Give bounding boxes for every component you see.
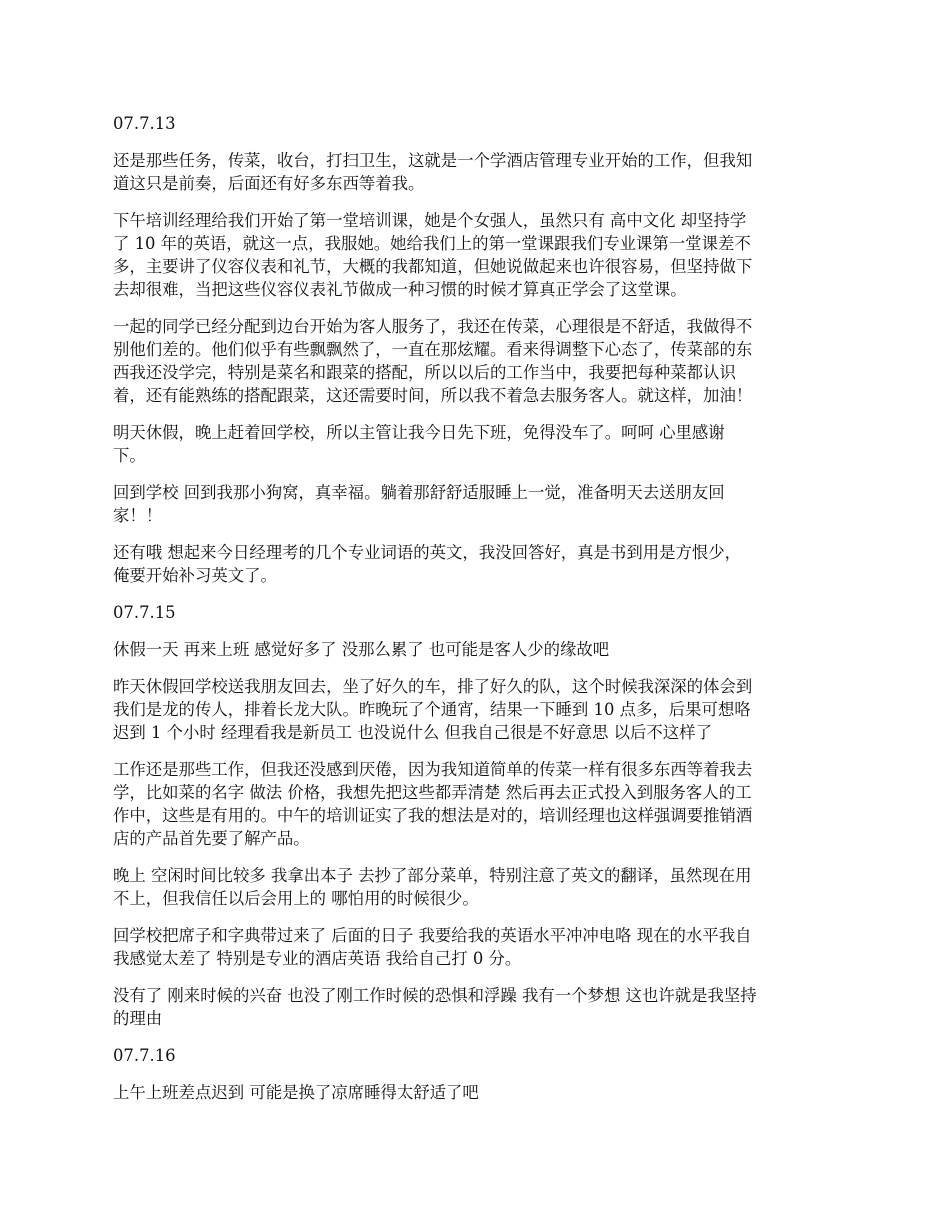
paragraph: 回到学校 回到我那小狗窝，真幸福。躺着那舒舒适服睡上一觉，准备明天去送朋友回 家！！ [113, 483, 725, 525]
paragraph: 晚上 空闲时间比较多 我拿出本子 去抄了部分菜单，特别注意了英文的翻译，虽然现在用 不上，但我信任以后会用上的 哪怕用的时候很少。 [113, 866, 752, 908]
entry-date: 07.7.13 [113, 114, 176, 133]
paragraph: 一起的同学已经分配到边台开始为客人服务了，我还在传菜，心理很是不舒适，我做得不 别他们差的。他们似乎有些飘飘然了，一直在那炫耀。看来得调整下心态了，传菜部的东 西我还没学完，特别是菜名和跟菜的搭配，所以以后的工作当中，我要把每种菜都认识 着，还有能熟练的搭配跟菜，这还需要时间，所以我不着急去服务客人。就这样，加油！ [113, 317, 753, 405]
paragraph: 昨天休假回学校送我朋友回去，坐了好久的车，排了好久的队，这个时候我深深的体会到 我们是龙的传人，排着长龙大队。昨晚玩了个通宵，结果一下睡到 10 点多，后果可想咯 迟到 1 个小时 经理看我是新员工 也没说什么 但我自己很是不好意思 以后不这样了 [113, 677, 753, 742]
paragraph: 明天休假，晚上赶着回学校，所以主管让我今日先下班，免得没车了。呵呵 心里感谢 下。 [113, 423, 725, 465]
entry-date: 07.7.16 [113, 1046, 176, 1065]
paragraph: 还是那些任务，传菜，收台，打扫卫生，这就是一个学酒店管理专业开始的工作，但我知 道这只是前奏，后面还有好多东西等着我。 [113, 151, 753, 193]
paragraph: 下午培训经理给我们开始了第一堂培训课，她是个女强人，虽然只有 高中文化 却坚持学 了 10 年的英语，就这一点，我服她。她给我们上的第一堂课跟我们专业课第一堂课差不 多，主要讲了仪容仪表和礼节，大概的我都知道，但她说做起来也许很容易，但坚持做下 去却很难，当把这些仪容仪表礼节做成一种习惯的时候才算真正学会了这堂课。 [113, 211, 753, 299]
paragraph: 休假一天 再来上班 感觉好多了 没那么累了 也可能是客人少的缘故吧 [113, 640, 610, 659]
document-page [113, 112, 843, 1118]
entry-date: 07.7.15 [113, 603, 176, 622]
paragraph: 工作还是那些工作，但我还没感到厌倦，因为我知道简单的传菜一样有很多东西等着我去 学，比如菜的名字 做法 价格，我想先把这些都弄清楚 然后再去正式投入到服务客人的工 作中，这些是有用的。中午的培训证实了我的想法是对的，培训经理也这样强调要推销酒 店的产品首先要了解产品。 [113, 760, 753, 848]
paragraph: 还有哦 想起来今日经理考的几个专业词语的英文，我没回答好，真是书到用是方恨少， 俺要开始补习英文了。 [113, 543, 742, 585]
paragraph: 没有了 刚来时候的兴奋 也没了刚工作时候的恐惧和浮躁 我有一个梦想 这也许就是我坚持 的理由 [113, 986, 757, 1028]
paragraph: 回学校把席子和字典带过来了 后面的日子 我要给我的英语水平冲冲电咯 现在的水平我自 我感觉太差了 特别是专业的酒店英语 我给自己打 0 分。 [113, 926, 752, 968]
paragraph: 上午上班差点迟到 可能是换了凉席睡得太舒适了吧 [113, 1083, 479, 1102]
